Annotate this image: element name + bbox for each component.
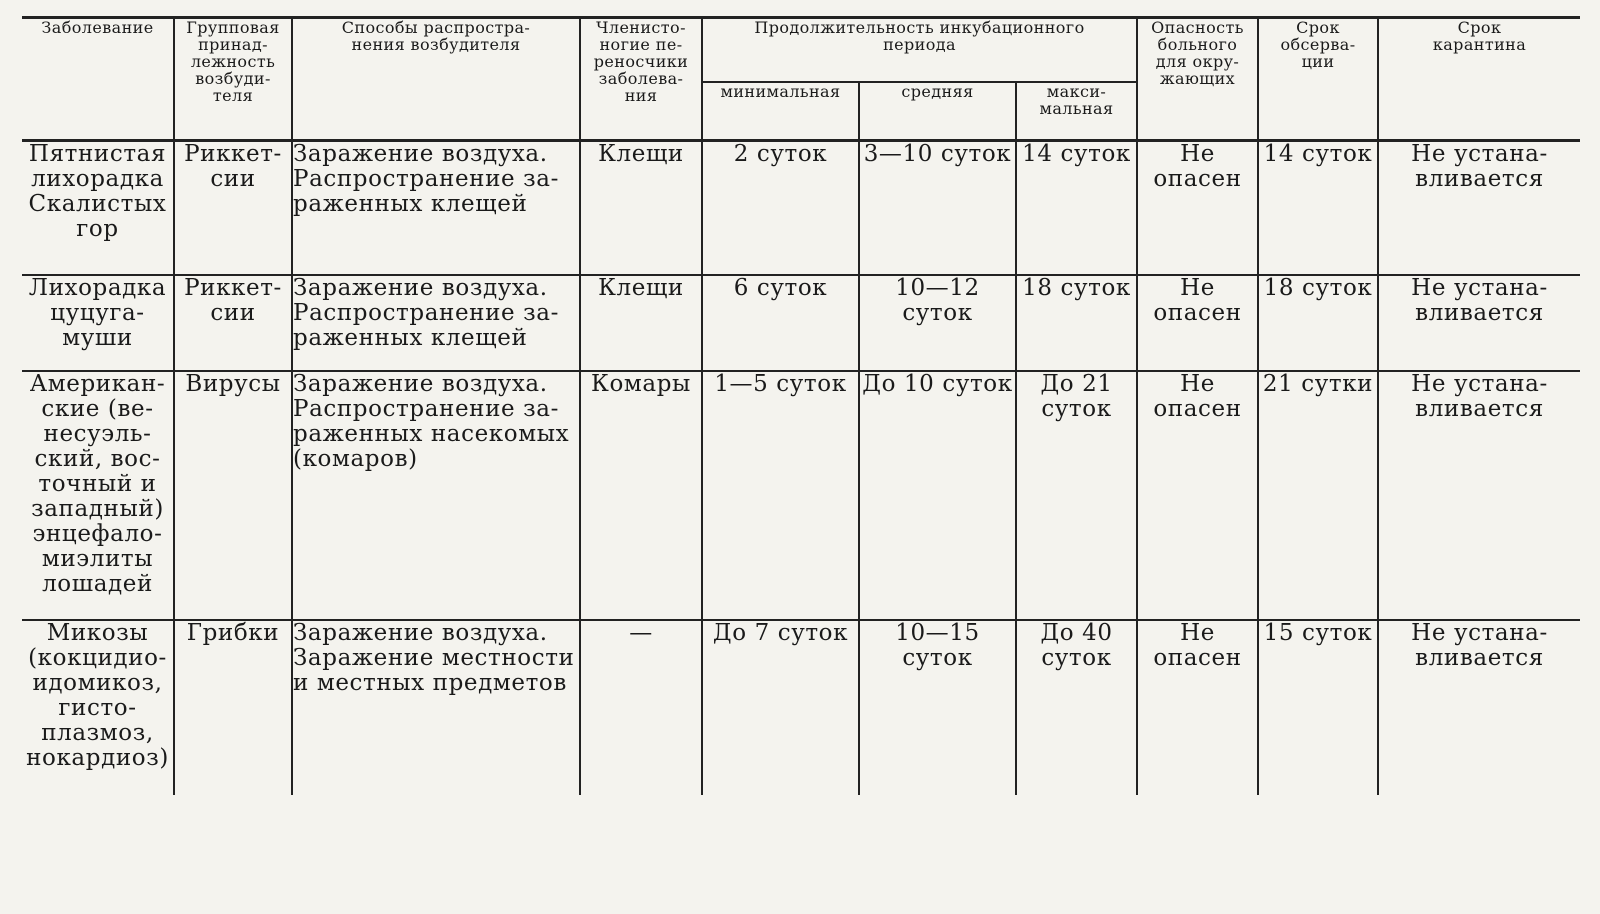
cell-incubation-avg: До 10 суток [859,371,1016,620]
cell-danger: Не опасен [1137,275,1258,371]
cell-incubation-min: 1—5 суток [702,371,859,620]
header-quarantine: Срок карантина [1378,18,1580,141]
cell-incubation-min: До 7 суток [702,620,859,795]
cell-incubation-max: До 21 суток [1016,371,1137,620]
cell-quarantine: Не устана- вливается [1378,140,1580,275]
cell-incubation-min: 2 суток [702,140,859,275]
header-vectors: Членисто- ногие пе- реносчики заболева- ния [580,18,702,141]
header-incubation-min: минимальная [702,82,859,141]
cell-disease: Американ- ские (ве- несуэль- ский, вос- точный и западный) энцефало- миэлиты лошадей [22,371,174,620]
cell-spread-methods [292,275,580,371]
cell-observation: 21 сутки [1258,371,1378,620]
cell-incubation-max: 14 суток [1016,140,1137,275]
cell-vectors: Комары [580,371,702,620]
cell-pathogen-group: Риккет- сии [174,275,292,371]
cell-danger: Не опасен [1137,140,1258,275]
cell-disease: Микозы (кокцидио- идомикоз, гисто- плазмоз, нокардиоз) [22,620,174,795]
cell-spread-text: Заражение воздуха. Заражение местности и местных предметов [293,620,575,696]
cell-observation: 18 суток [1258,275,1378,371]
cell-pathogen-group: Риккет- сии [174,140,292,275]
cell-spread-methods [292,371,580,620]
cell-vectors: Клещи [580,140,702,275]
document-page [22,0,1582,914]
header-disease: Заболевание [22,18,174,141]
table-row [22,140,1580,275]
table-row [22,620,1580,795]
cell-quarantine: Не устана- вливается [1378,371,1580,620]
cell-danger: Не опасен [1137,620,1258,795]
cell-danger: Не опасен [1137,371,1258,620]
table-row [22,275,1580,371]
table-body [22,140,1580,795]
cell-pathogen-group: Вирусы [174,371,292,620]
cell-spread-text: Заражение воздуха. Распространение за- раженных клещей [293,140,559,217]
cell-spread-methods [292,620,580,795]
header-incubation-max: макси- мальная [1016,82,1137,141]
cell-spread-text: Заражение воздуха. Распространение за- раженных насекомых (комаров) [293,371,570,472]
header-pathogen-group: Групповая принад- лежность возбуди- теля [174,18,292,141]
cell-incubation-avg: 3—10 суток [859,140,1016,275]
cell-spread-text: Заражение воздуха. Распространение за- раженных клещей [293,275,559,351]
cell-disease: Пятнистая лихорадка Скалистых гор [28,140,167,242]
cell-observation: 15 суток [1258,620,1378,795]
cell-observation: 14 суток [1258,140,1378,275]
header-observation: Срок обсерва- ции [1258,18,1378,141]
header-incubation-period: Продолжительность инкубационного периода [702,18,1137,82]
cell-spread-methods [292,140,580,275]
cell-incubation-avg: 10—12 суток [859,275,1016,371]
cell-pathogen-group: Грибки [174,620,292,795]
header-spread-methods: Способы распростра- нения возбудителя [292,18,580,141]
header-danger: Опасность больного для окру- жающих [1137,18,1258,141]
cell-vectors: — [580,620,702,795]
cell-disease: Лихорадка цуцуга- муши [22,275,174,371]
cell-incubation-avg: 10—15 суток [859,620,1016,795]
cell-incubation-max: 18 суток [1016,275,1137,371]
header-incubation-avg: средняя [859,82,1016,141]
cell-incubation-min: 6 суток [702,275,859,371]
table-header [22,18,1580,141]
cell-quarantine: Не устана- вливается [1378,275,1580,371]
cell-vectors: Клещи [580,275,702,371]
table-row [22,371,1580,620]
diseases-table [22,16,1580,795]
cell-incubation-max: До 40 суток [1016,620,1137,795]
cell-quarantine: Не устана- вливается [1378,620,1580,795]
